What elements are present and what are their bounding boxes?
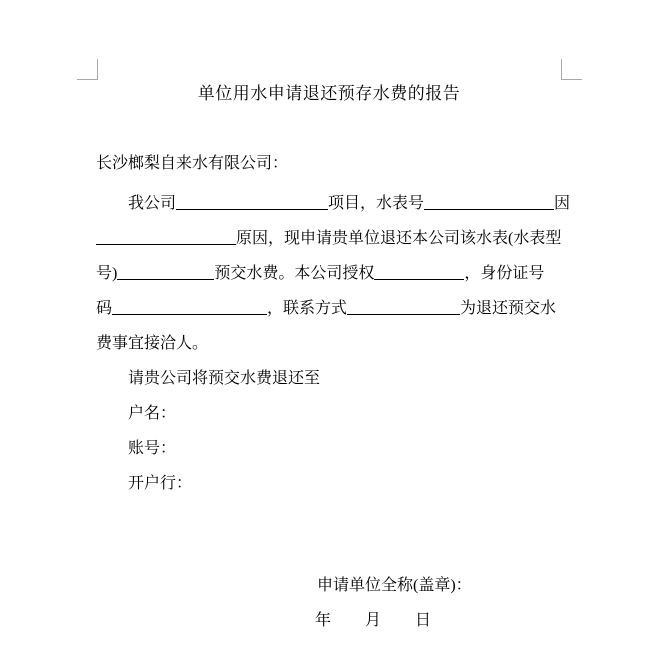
bank-label: 开户行： (128, 475, 193, 492)
company-seal-label: 申请单位全称(盖章)： (317, 577, 472, 594)
blank-project-name (176, 193, 328, 210)
document-title: 单位用水申请退还预存水费的报告 (197, 84, 461, 103)
body-line-4 (96, 291, 574, 326)
blank-authorized-person (374, 263, 464, 280)
account-name-label: 户名： (128, 405, 177, 422)
text-reason-rest: 原因，现申请贵单位退还本公司该水表(水表型 (236, 230, 562, 247)
blank-meter-number (424, 193, 554, 210)
body-paragraph (96, 186, 574, 501)
date-month-label: 月 (365, 612, 382, 629)
company-seal-line (317, 568, 472, 603)
text-prepaid-authorize: 预交水费。本公司授权 (214, 265, 375, 282)
bank-line (96, 466, 574, 501)
text-contact-label: ，联系方式 (267, 300, 348, 317)
text-id-label: ，身份证号 (464, 265, 545, 282)
date-year-label: 年 (315, 612, 332, 629)
margin-crop-mark-top-right (561, 59, 582, 80)
text-request: 请贵公司将预交水费退还至 (128, 370, 321, 387)
account-number-line (96, 431, 574, 466)
body-line-3 (96, 256, 574, 291)
margin-crop-mark-top-left (77, 59, 98, 80)
text-because: 因 (554, 195, 571, 212)
blank-id-number (112, 298, 267, 315)
blank-meter-type (117, 263, 214, 280)
body-line-1 (96, 186, 574, 221)
text-for-refund: 为退还预交水 (460, 300, 557, 317)
blank-contact-number (347, 298, 460, 315)
refund-request-line (96, 361, 574, 396)
recipient-line: 长沙榔梨自来水有限公司： (96, 155, 289, 172)
account-name-line (96, 396, 574, 431)
blank-reason (96, 228, 236, 245)
text-liaison-end: 费事宜接洽人。 (96, 335, 209, 352)
body-line-5 (96, 326, 574, 361)
text-we-company: 我公司 (128, 195, 177, 212)
account-number-label: 账号： (128, 440, 177, 457)
date-day-label: 日 (415, 612, 432, 629)
date-line (315, 603, 472, 638)
body-line-2 (96, 221, 574, 256)
text-code: 码 (96, 300, 113, 317)
text-project-meter: 项目，水表号 (328, 195, 425, 212)
text-type-close: 号) (96, 265, 118, 282)
signature-block (315, 568, 472, 638)
